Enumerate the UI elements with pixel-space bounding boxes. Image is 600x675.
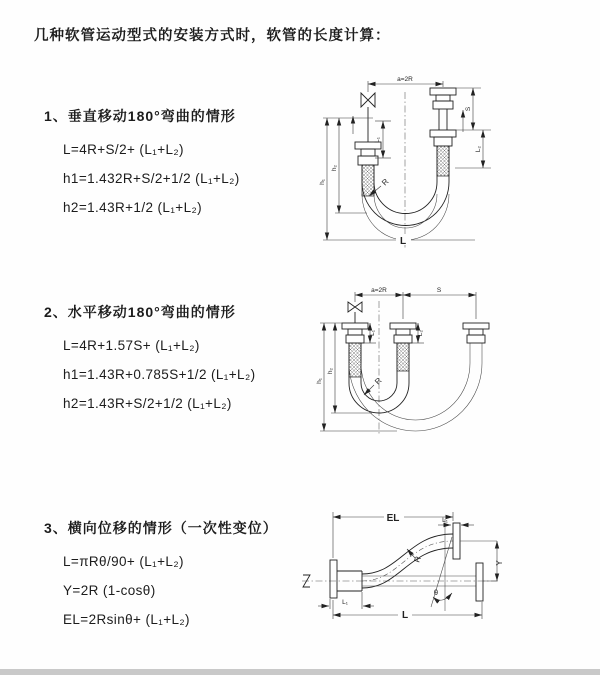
section-3-heading: 3、横向位移的情形（一次性变位） — [44, 520, 278, 536]
section-2-formula-h2: h2=1.43R+S/2+1/2 (L₁+L₂) — [63, 396, 232, 411]
section-2-formula-h1: h1=1.43R+0.785S+1/2 (L₁+L₂) — [63, 367, 256, 382]
hose-u-bend — [362, 146, 449, 240]
dim-label-l1: L₁ — [369, 330, 376, 336]
dim-label-h2: h₂ — [331, 164, 338, 172]
hose-phantom-inner — [374, 194, 437, 228]
dim-label-h1: h₁ — [316, 378, 323, 384]
left-end-fitting — [342, 312, 368, 343]
dim-label-h2: h₂ — [327, 367, 334, 375]
section-3-formula-L: L=πRθ/90+ (L₁+L₂) — [63, 554, 184, 569]
diagram-horizontal-movement — [312, 283, 502, 448]
right-end-fitting-pos1 — [430, 88, 456, 130]
angle-construction — [431, 519, 452, 611]
dim-label-s: S — [465, 106, 472, 112]
right-end-fitting-pos2 — [430, 130, 456, 146]
left-flange — [330, 560, 362, 598]
dim-label-l1-left: L₁ — [342, 599, 348, 606]
braid-section-right — [437, 146, 449, 176]
hose-u-bend-pos2 — [349, 343, 482, 431]
section-1 — [44, 106, 240, 222]
braid-section-middle — [397, 343, 409, 371]
middle-end-fitting — [390, 323, 416, 343]
section-1-formula-L: L=4R+S/2+ (L₁+L₂) — [63, 142, 184, 157]
page-bottom-edge — [0, 669, 600, 675]
hose-phantom-outer — [362, 194, 449, 240]
upper-right-flange — [453, 523, 497, 559]
valve-icon — [348, 302, 362, 312]
dim-label-el: EL — [386, 513, 400, 524]
braid-section-left — [349, 343, 361, 377]
dim-label-l: L — [401, 610, 409, 621]
dim-label-theta: θ — [433, 588, 439, 597]
left-end-fitting — [355, 107, 381, 165]
section-3-formula-EL: EL=2Rsinθ+ (L₁+L₂) — [63, 612, 190, 627]
section-1-heading: 1、垂直移动180°弯曲的情形 — [44, 108, 236, 124]
diagram-lateral-displacement — [300, 503, 510, 628]
braid-section-left — [362, 165, 374, 196]
section-2-formula-L: L=4R+1.57S+ (L₁+L₂) — [63, 338, 200, 353]
dim-label-span: a=2R — [397, 76, 413, 83]
section-1-formula-h2: h2=1.43R+1/2 (L₁+L₂) — [63, 200, 203, 215]
lower-right-flange — [476, 563, 497, 601]
dim-label-span: a=2R — [371, 287, 387, 294]
page-title: 几种软管运动型式的安装方式时，软管的长度计算： — [34, 28, 391, 44]
dimension-lines — [323, 81, 491, 240]
dim-label-s: S — [436, 287, 442, 294]
section-2-heading: 2、水平移动180°弯曲的情形 — [44, 304, 236, 320]
section-3 — [44, 518, 278, 634]
dim-label-l2: L₂ — [417, 329, 424, 337]
section-2 — [44, 302, 255, 418]
diagram-vertical-movement — [315, 70, 500, 255]
section-1-formula-h1: h1=1.432R+S/2+1/2 (L₁+L₂) — [63, 171, 240, 186]
right-end-fitting-pos2 — [463, 323, 489, 343]
dim-label-l2: L₂ — [475, 145, 482, 153]
dim-label-y: Y — [495, 560, 504, 566]
dim-label-l1: L₁ — [374, 137, 381, 143]
dim-label-l: L — [399, 236, 407, 247]
dim-label-r: R — [412, 555, 423, 564]
dim-label-h1: h₁ — [319, 179, 326, 185]
valve-icon — [361, 93, 375, 107]
dim-label-l1-top: L₁ — [442, 517, 448, 524]
dim-label-r: R — [373, 375, 384, 387]
dim-label-r: R — [380, 176, 391, 188]
section-3-formula-Y: Y=2R (1-cosθ) — [63, 583, 156, 598]
